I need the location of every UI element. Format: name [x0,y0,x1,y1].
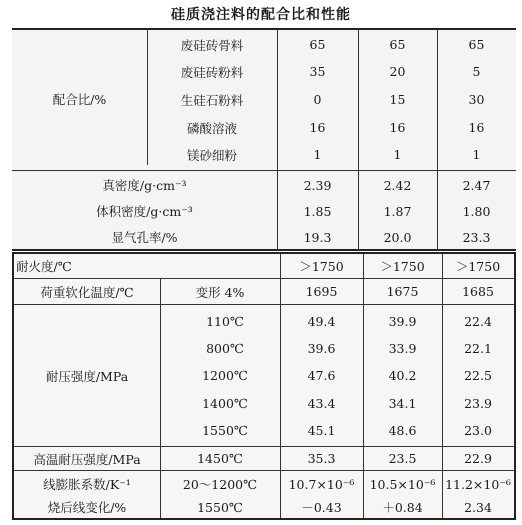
condition-cell: 20～1200℃ [182,477,258,492]
table-cell: 10.5×10⁻⁶ [369,476,436,492]
table-cell: 35.3 [307,451,336,466]
table-cell: 43.4 [307,395,336,411]
table-cell: 2.47 [462,177,491,193]
condition-cell: 变形 4% [195,284,245,300]
properties-table [12,252,516,520]
table-cell: 22.4 [464,313,492,329]
table-cell: 1695 [305,284,338,299]
mix-row-label: 生硅石粉料 [180,92,244,108]
condition-cell: 1400℃ [202,395,248,411]
mix-row-label: 废硅砖骨料 [180,37,244,53]
table-cell: 1.85 [303,203,332,219]
table-cell: 1.87 [383,203,412,219]
compressive-group-label: 耐压强度/MPa [45,368,129,384]
table-cell: 22.5 [464,367,492,383]
mix-group-label: 配合比/% [52,92,107,107]
table-divider [14,470,514,471]
property-row-label: 真密度/g·cm⁻³ [102,178,187,193]
table-cell: 35 [309,64,326,79]
table-cell: 34.1 [388,395,417,411]
table-cell: 40.2 [388,367,417,383]
property-row-label: 烧后线变化/% [47,500,127,515]
table-cell: 1 [313,147,322,162]
table-cell: 23.3 [462,229,491,245]
table-cell: 65 [309,37,326,52]
property-row-label: 显气孔率/% [111,230,178,245]
table-cell: 30 [468,92,485,107]
table-cell: ＞1750 [380,259,425,274]
table-cell: －0.43 [301,500,342,515]
table-cell: 16 [309,120,326,135]
table-cell: ＋0.84 [382,500,423,515]
table-cell: 2.42 [383,177,412,193]
table-cell: 20 [389,64,406,79]
property-row-label: 高温耐压强度/MPa [33,451,141,467]
table-cell: 65 [468,37,485,52]
table-cell: 10.7×10⁻⁶ [288,476,355,492]
table-cell: 5 [472,64,481,79]
property-row-label: 线膨胀系数/K⁻¹ [43,477,131,492]
table-cell: 15 [389,92,406,107]
table-cell: 23.5 [388,451,417,466]
condition-cell: 1550℃ [202,422,248,438]
table-cell: 1.80 [462,203,491,219]
table-cell: 1685 [462,284,494,299]
table-cell: 48.6 [388,422,417,438]
property-row-label: 体积密度/g·cm⁻³ [96,204,193,219]
condition-cell: 1450℃ [197,451,243,466]
table-cell: 0 [313,92,322,107]
table-cell: 19.3 [303,229,332,245]
table-cell: ＞1750 [455,259,501,274]
condition-cell: 800℃ [206,340,244,356]
table-cell: 23.0 [464,422,492,438]
table-cell: 2.34 [464,499,492,515]
table-cell: 39.9 [388,313,417,329]
table-divider [12,170,516,171]
mix-row-label: 镁砂细粉 [186,147,237,163]
table-cell: 39.6 [307,340,336,356]
table-cell: 45.1 [307,422,336,438]
table-cell: 1675 [386,284,419,299]
table-cell: 22.9 [464,451,492,466]
condition-cell: 1200℃ [202,367,248,383]
table-cell: 1 [393,147,402,162]
table-cell: ＞1750 [299,259,344,274]
table-cell: 11.2×10⁻⁶ [445,476,511,492]
table-cell: 16 [389,120,406,135]
table-cell: 65 [389,37,406,52]
table-cell: 20.0 [383,229,412,245]
table-cell: 33.9 [388,340,417,356]
mix-ratio-table [12,28,516,251]
table-cell: 2.39 [303,177,332,193]
page-title: 硅质浇注料的配合比和性能 [171,7,351,23]
property-row-label: 荷重软化温度/℃ [40,284,134,300]
table-cell: 22.1 [464,340,492,356]
table-cell: 49.4 [307,313,336,329]
table-cell: 1 [472,147,481,162]
table-cell: 16 [468,120,485,135]
table-cell: 47.6 [307,367,336,383]
condition-cell: 1550℃ [197,499,243,515]
mix-row-label: 磷酸溶液 [186,120,237,136]
mix-row-label: 废硅砖粉料 [180,64,244,80]
table-cell: 23.9 [464,395,492,411]
property-row-label: 耐火度/℃ [16,259,72,274]
condition-cell: 110℃ [206,313,244,329]
